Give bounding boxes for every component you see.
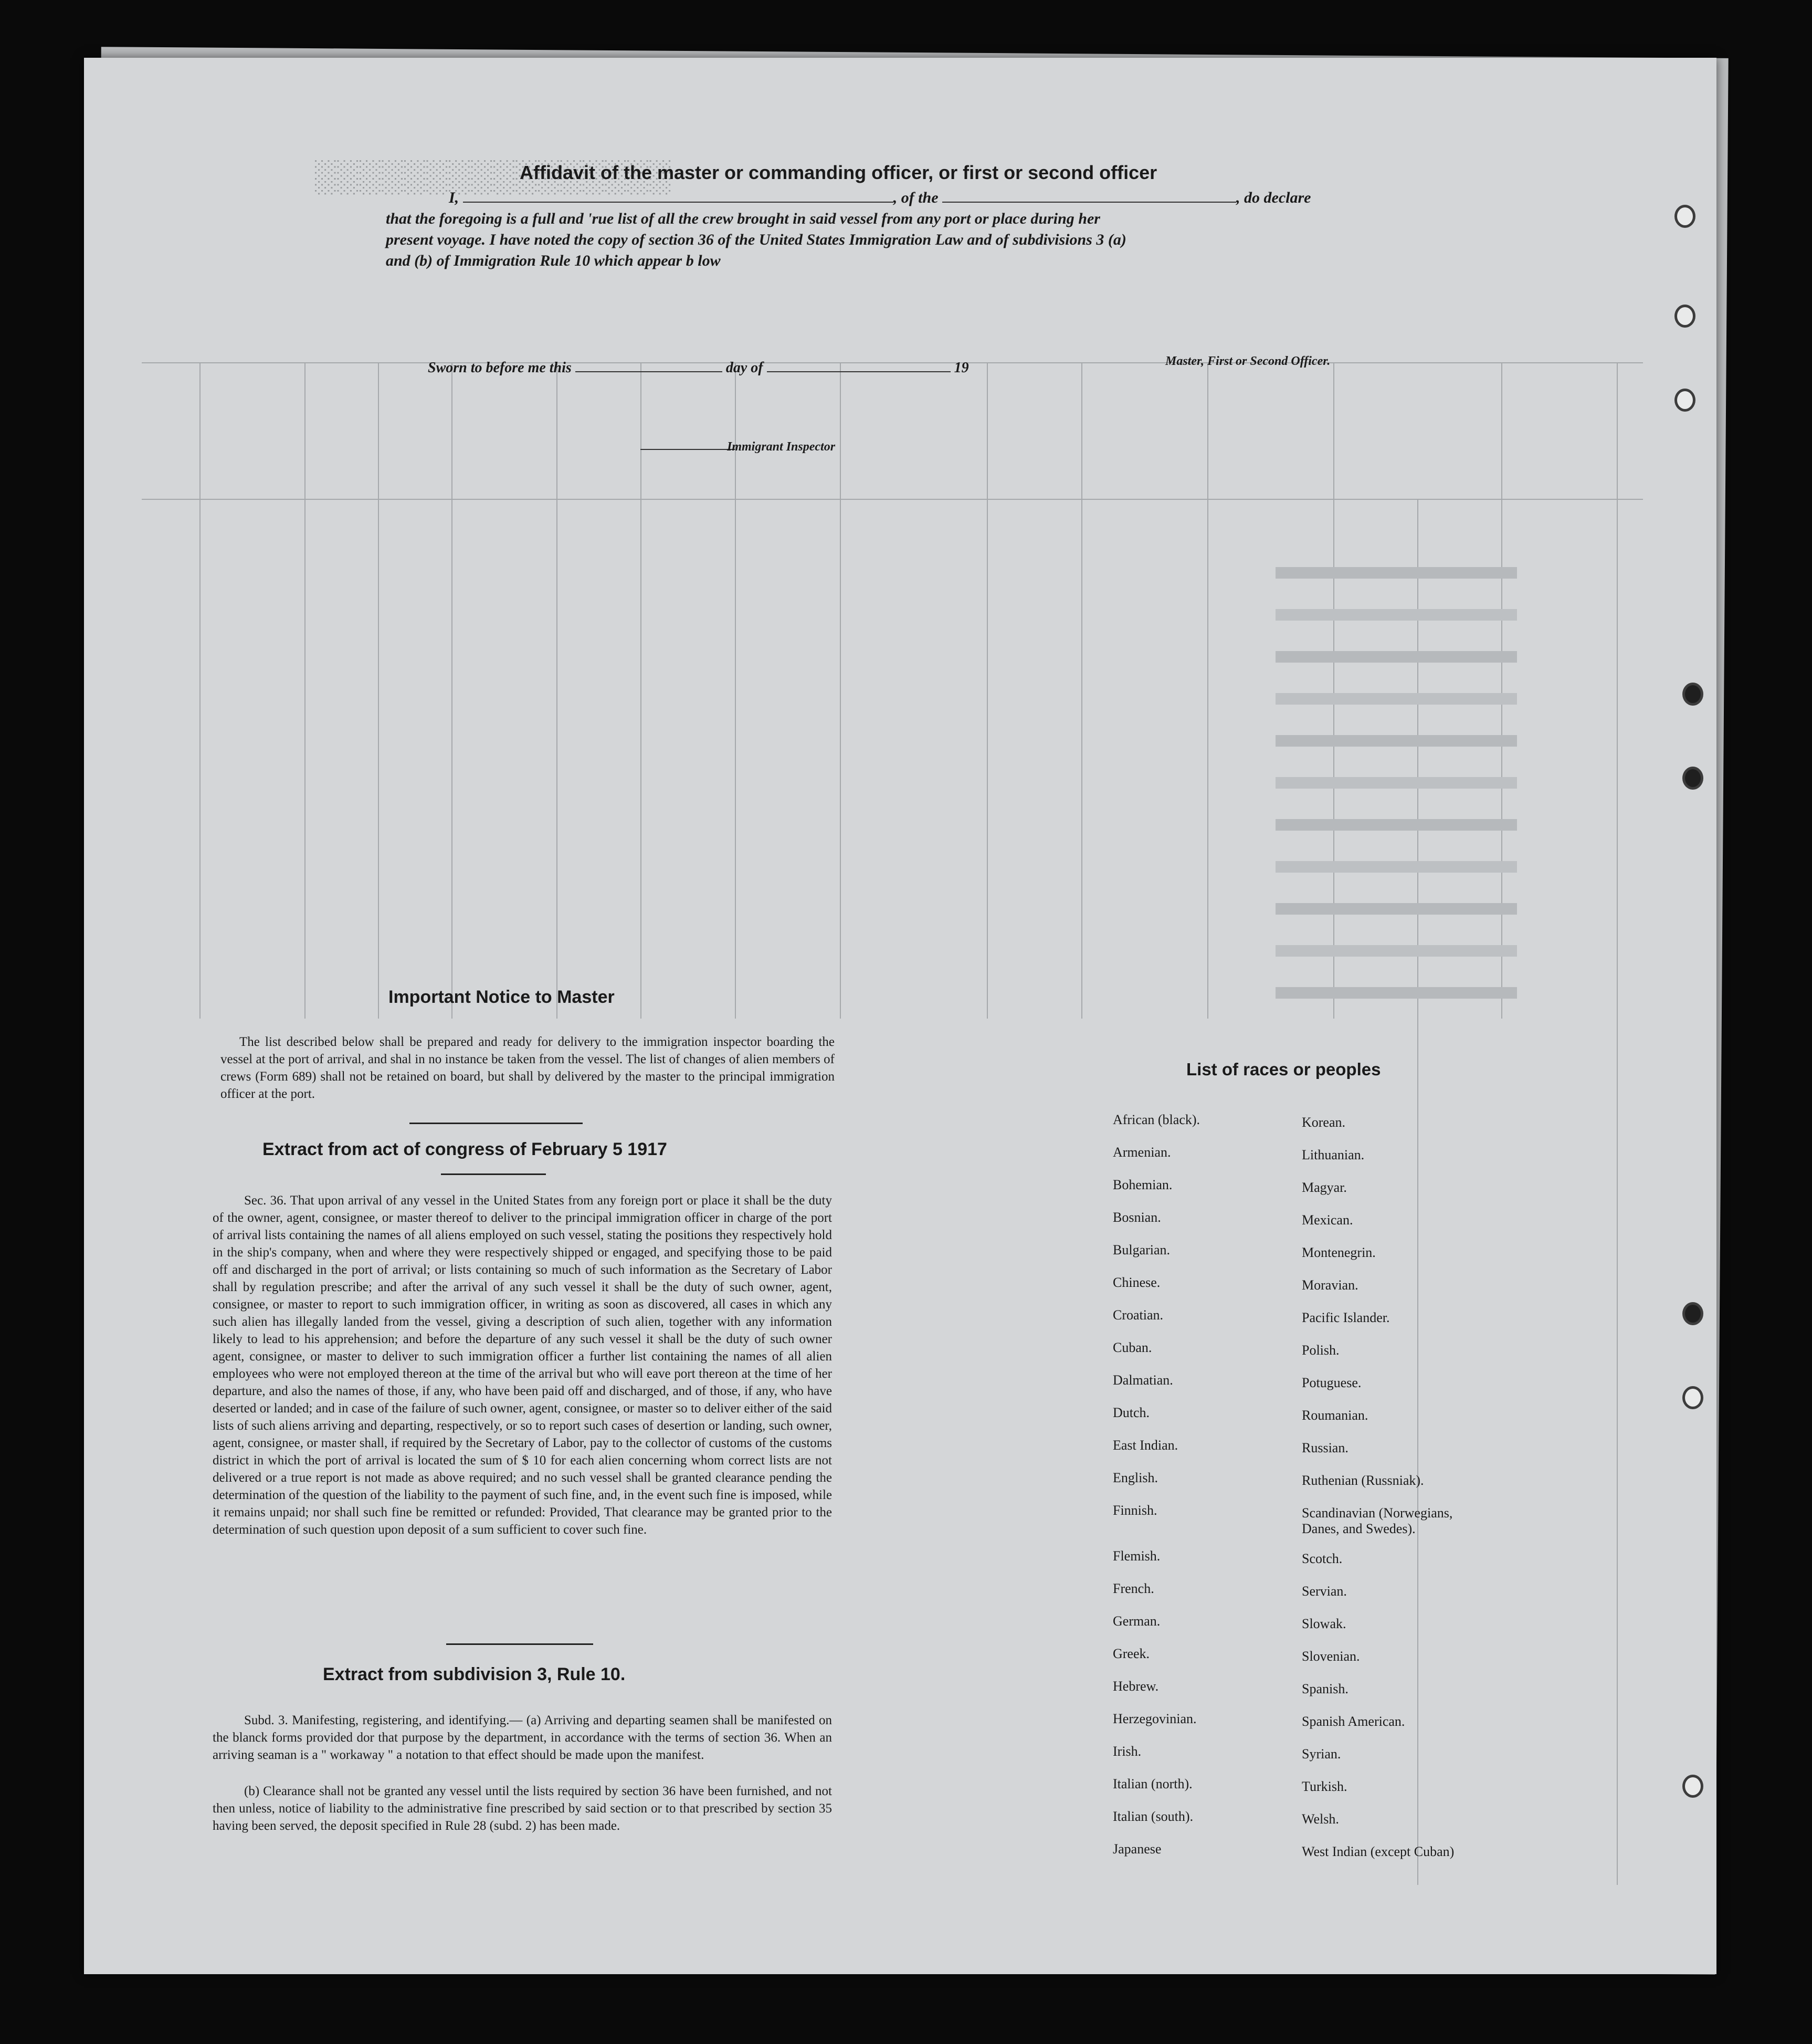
bleed-through-header: ░░░░░░░░░░░░░░░░ xyxy=(315,158,672,193)
race-item: Lithuanian. xyxy=(1302,1147,1365,1162)
race-item: Bohemian. xyxy=(1113,1177,1173,1192)
inspector-signature-blank xyxy=(640,449,735,450)
race-item: Scotch. xyxy=(1302,1551,1343,1566)
races-left-column xyxy=(1113,1104,1200,1865)
race-item: Magyar. xyxy=(1302,1180,1347,1195)
races-right-column xyxy=(1302,1106,1480,1868)
rule-extract-title: Extract from subdivision 3, Rule 10. xyxy=(323,1664,626,1684)
race-item: African (black). xyxy=(1113,1112,1200,1127)
affidavit-line-1 xyxy=(449,189,1311,207)
inspector-label: Immigrant Inspector xyxy=(727,440,836,454)
divider xyxy=(446,1643,593,1645)
binder-hole xyxy=(1674,305,1695,328)
vessel-blank xyxy=(942,202,1236,203)
race-item: Herzegovinian. xyxy=(1113,1711,1197,1726)
race-item: Spanish. xyxy=(1302,1681,1349,1696)
affidavit-of-the-label: , of the xyxy=(893,189,939,206)
race-item: Polish. xyxy=(1302,1343,1340,1358)
affidavit-title: Affidavit of the master or commanding officer, or first or second officer xyxy=(520,162,1157,183)
race-item: Irish. xyxy=(1113,1744,1142,1759)
race-item: Bulgarian. xyxy=(1113,1242,1171,1257)
binder-hole xyxy=(1674,205,1695,228)
race-item: Ruthenian (Russniak). xyxy=(1302,1473,1424,1488)
race-item: Italian (north). xyxy=(1113,1776,1193,1791)
binder-hole xyxy=(1682,683,1703,706)
race-item: Syrian. xyxy=(1302,1746,1341,1762)
race-item: Finnish. xyxy=(1113,1503,1157,1518)
affidavit-line-2: that the foregoing is a full and 'rue list of all the crew brought in said vessel from any port or place during her xyxy=(386,210,1100,227)
race-item: Pacific Islander. xyxy=(1302,1310,1390,1325)
sworn-line xyxy=(428,360,969,376)
race-item: Korean. xyxy=(1302,1115,1346,1130)
sworn-label: Sworn to before me this xyxy=(428,360,572,376)
binder-hole xyxy=(1682,1386,1703,1409)
binder-hole xyxy=(1674,389,1695,412)
notice-title: Important Notice to Master xyxy=(388,987,615,1007)
race-item: Montenegrin. xyxy=(1302,1245,1376,1260)
race-item: Flemish. xyxy=(1113,1548,1161,1564)
name-blank xyxy=(463,202,893,203)
race-item: Italian (south). xyxy=(1113,1809,1194,1824)
race-item: West Indian (except Cuban) xyxy=(1302,1844,1455,1859)
rule-extract-para-a: Subd. 3. Manifesting, registering, and identifying.— (a) Arriving and departing seamen shall be manifested on the blanck forms provided dor that purpose by the department, in accordance with the terms of section 36. When an arriving seaman is a " workaway " a notation to that effect should be made upon the manifest. xyxy=(213,1713,832,1762)
race-item: Russian. xyxy=(1302,1440,1349,1455)
race-item: Hebrew. xyxy=(1113,1679,1159,1694)
race-item: Moravian. xyxy=(1302,1277,1358,1293)
affidavit-i-label: I, xyxy=(449,189,459,206)
sworn-day-label: day of xyxy=(725,360,763,376)
affidavit-declare-label: , do declare xyxy=(1236,189,1311,206)
sworn-day-blank xyxy=(575,371,722,372)
race-item: Mexican. xyxy=(1302,1212,1353,1228)
race-item: Servian. xyxy=(1302,1584,1347,1599)
affidavit-line-4: and (b) of Immigration Rule 10 which appear b low xyxy=(386,252,721,269)
bleed-row xyxy=(1276,567,1517,579)
race-item: Dutch. xyxy=(1113,1405,1150,1420)
act-extract-title: Extract from act of congress of February 5 1917 xyxy=(262,1139,667,1159)
notice-text: The list described below shall be prepared and ready for delivery to the immigration inspector boarding the vessel at the port of arrival, and shal in no instance be taken from the vessel. The list of changes of alien members of crews (Form 689) shall not be retained on board, but shall by delivered by the master to the principal immigration officer at the port. xyxy=(220,1035,835,1101)
race-item: Potuguese. xyxy=(1302,1375,1362,1390)
rule-extract-para-b: (b) Clearance shall not be granted any vessel until the lists required by section 36 have been furnished, and not then unless, notice of liability to the administrative fine prescribed by said section or to that prescribed by section 35 having been served, the deposit specified in Rule 28 (subd. 2) has been made. xyxy=(213,1784,832,1833)
race-item: Dalmatian. xyxy=(1113,1372,1173,1388)
race-item: Cuban. xyxy=(1113,1340,1152,1355)
race-item: East Indian. xyxy=(1113,1438,1178,1453)
race-item: Chinese. xyxy=(1113,1275,1161,1290)
race-item: English. xyxy=(1113,1470,1158,1485)
act-extract-text: Sec. 36. That upon arrival of any vessel in the United States from any foreign port or place it shall be the duty of the owner, agent, consignee, or master thereof to deliver to the principal immigration officer in charge of the port of arrival lists containing the names of all aliens employed on such vessel, stating the positions they respectively hold in the ship's company, when and where they were respectively shipped or engaged, and specifying those to be paid off and discharged in the port of arrival; or lists containing so much of such information as the Secretary of Labor shall by regulation prescribe; and after the arrival of any such vessel it shall be the duty of such owner, agent, consignee, or master to report to such immigration officer, in writing as soon as discovered, all cases in which any such alien has illegally landed from the vessel, giving a description of such alien, together with any information likely to lead to his apprehension; and before the departure of any such vessel it shall be the duty of such owner agent, consignee, or master to deliver to such immigration officer a further list containing the names of all alien employees who were not employed thereon at the time of the arrival but who will eave port thereon at the time of her departure, and also the names of those, if any, who have been paid off and discharged, and of those, if any, who have deserted or landed; and in case of the failure of such owner, agent, consignee, or master so to deliver either of the said lists of such aliens arriving and departing, respectively, or so to report such cases of desertion or landing, such owner, agent, consignee, or master shall, if required by the Secretary of Labor, pay to the collector of customs of the customs district in which the port of arrival is located the sum of $ 10 for each alien concerning whom correct lists are not delivered or a true report is not made as above required; and no such vessel shall be granted clearance pending the determination of the question of the liability to the payment of such fine, and, in the event such fine is imposed, while it remains unpaid; nor shall such fine be remitted or refunded: Provided, That clearance may be granted prior to the determination of such question upon deposit of a sum sufficient to cover such fine. xyxy=(213,1193,832,1537)
race-item: Roumanian. xyxy=(1302,1408,1368,1423)
manifest-page xyxy=(84,58,1716,1974)
race-item: Turkish. xyxy=(1302,1779,1347,1794)
race-item: Welsh. xyxy=(1302,1811,1339,1827)
binder-hole xyxy=(1682,767,1703,790)
master-signature-label: Master, First or Second Officer. xyxy=(1165,354,1331,368)
race-item: Bosnian. xyxy=(1113,1210,1161,1225)
binder-hole xyxy=(1682,1775,1703,1798)
binder-hole xyxy=(1682,1302,1703,1325)
race-item: German. xyxy=(1113,1613,1161,1629)
sworn-year-label: 19 xyxy=(954,360,969,376)
sworn-month-blank xyxy=(767,371,951,372)
race-item: Croatian. xyxy=(1113,1307,1164,1323)
race-item: Scandinavian (Norwegians, Danes, and Swedes). xyxy=(1302,1505,1453,1536)
race-item: Greek. xyxy=(1113,1646,1150,1661)
race-item: Armenian. xyxy=(1113,1145,1171,1160)
race-item: Slovenian. xyxy=(1302,1649,1360,1664)
divider xyxy=(409,1123,583,1124)
races-title: List of races or peoples xyxy=(1186,1060,1381,1079)
affidavit-line-3: present voyage. I have noted the copy of section 36 of the United States Immigration Law and of subdivisions 3 (a) xyxy=(386,231,1126,248)
race-item: Slowak. xyxy=(1302,1616,1346,1631)
race-item: Spanish American. xyxy=(1302,1714,1405,1729)
race-item: French. xyxy=(1113,1581,1154,1596)
race-item: Japanese xyxy=(1113,1841,1162,1857)
divider xyxy=(441,1173,546,1175)
